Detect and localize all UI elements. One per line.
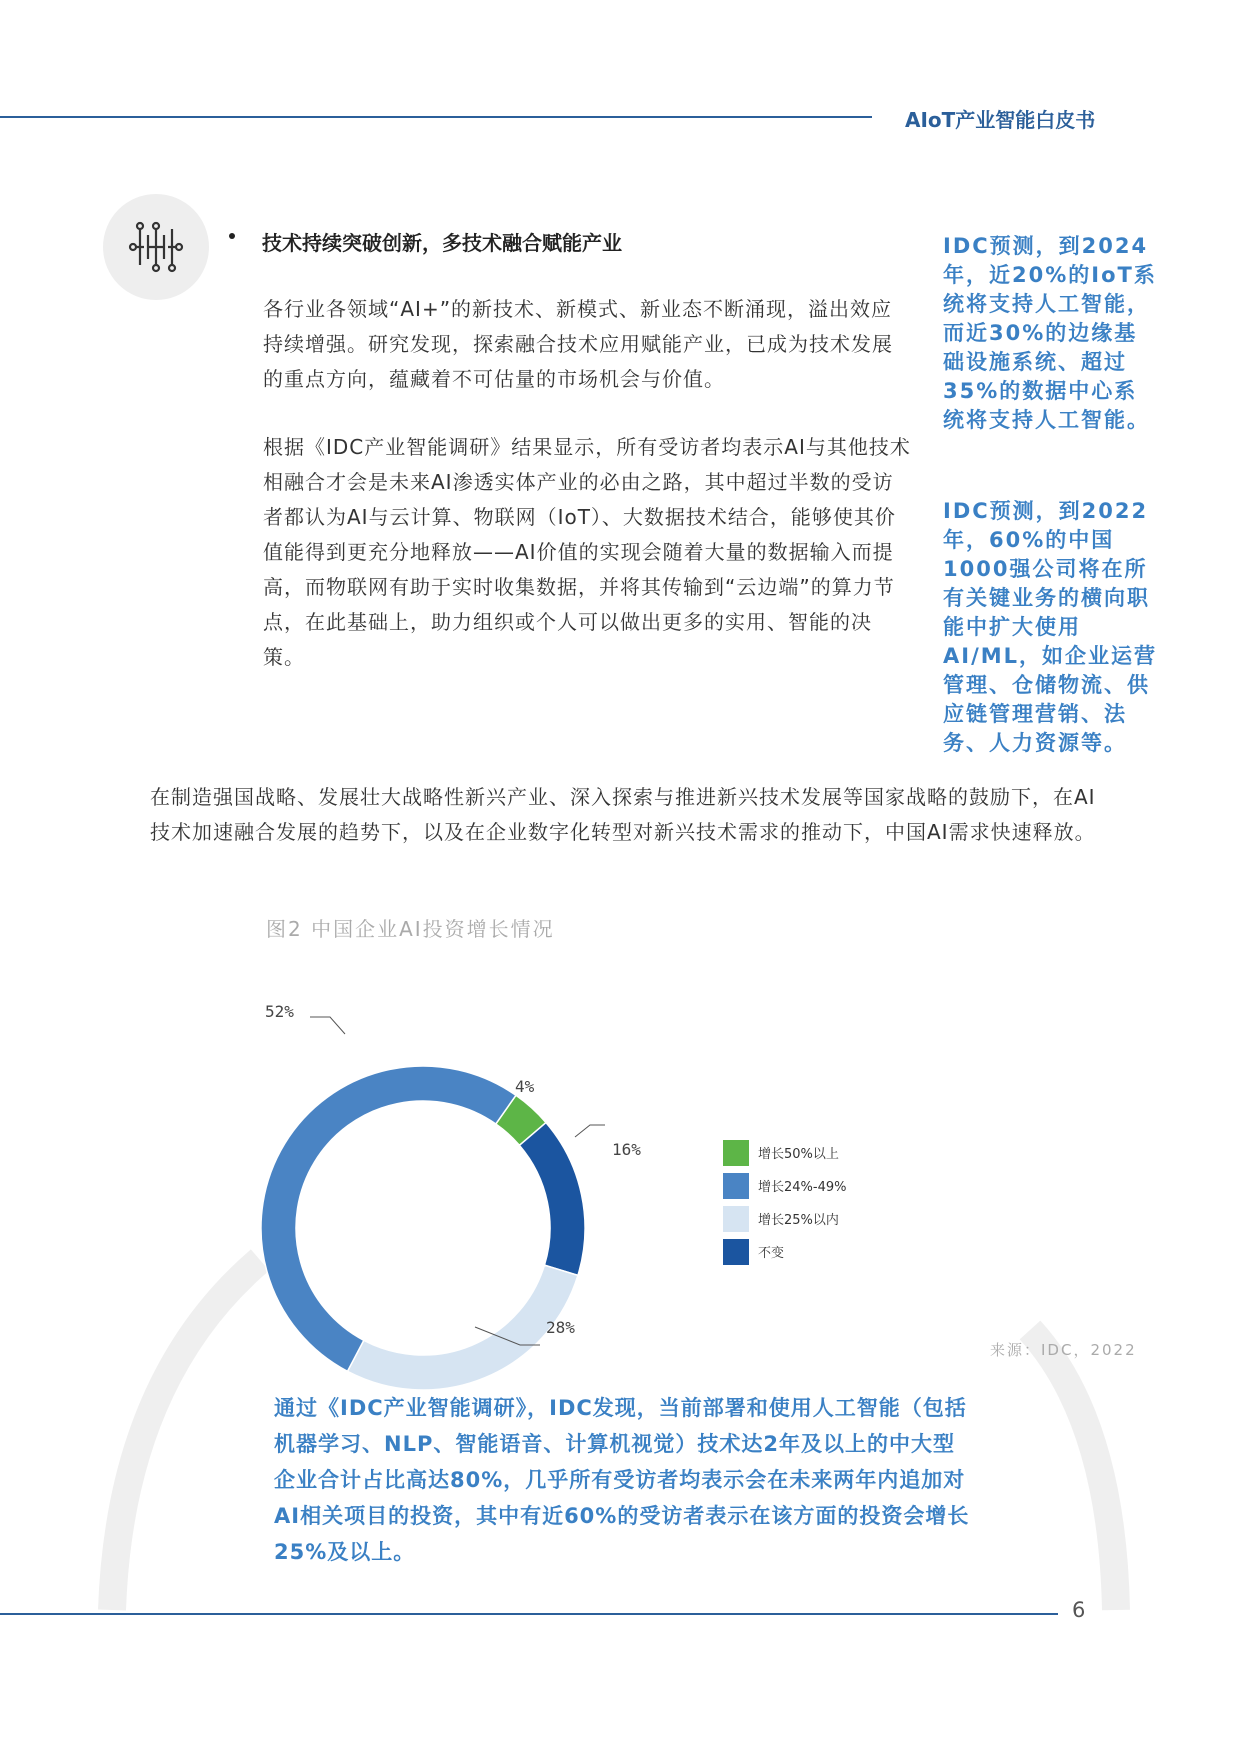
legend-label-0: 增长50%以上 bbox=[758, 1147, 839, 1162]
highlight-summary: 通过《IDC产业智能调研》，IDC发现，当前部署和使用人工智能（包括机器学习、NLP、智能语音、计算机视觉）技术达2年及以上的中大型企业合计占比高达80%，几乎所有受访者均表示会在未来两年内追加对AI相关项目的投资，其中有近60%的受访者表示在该方面的投资会增长25%及以上。 bbox=[274, 1396, 970, 1564]
page-number: 6 bbox=[1072, 1598, 1086, 1622]
decorative-arc-left bbox=[112, 1260, 260, 1610]
sidebar-callout-2024: IDC预测，到2024年，近20%的IoT系统将支持人工智能，而近30%的边缘基础设施系统、超过35%的数据中心系统将支持人工智能。 bbox=[943, 234, 1157, 432]
leader-line-52 bbox=[310, 1017, 345, 1034]
legend-swatch-1 bbox=[723, 1173, 749, 1199]
donut-slice-28 bbox=[347, 1265, 577, 1390]
slice-label-52: 52% bbox=[265, 1002, 294, 1021]
sidebar-callout-2022: IDC预测，到2022年，60%的中国1000强公司将在所有关键业务的横向职能中扩大使用AI/ML，如企业运营管理、仓储物流、供应链管理营销、法务、人力资源等。 bbox=[943, 499, 1158, 755]
donut-slice-16 bbox=[519, 1123, 585, 1276]
slice-label-4: 4% bbox=[515, 1077, 535, 1096]
figure-caption: 图2 中国企业AI投资增长情况 bbox=[266, 917, 555, 941]
legend-swatch-2 bbox=[723, 1206, 749, 1232]
paragraph-strategy: 在制造强国战略、发展壮大战略性新兴产业、深入探索与推进新兴技术发展等国家战略的鼓励下，在AI技术加速融合发展的趋势下，以及在企业数字化转型对新兴技术需求的推动下，中国AI需求快速释放。 bbox=[150, 785, 1096, 844]
legend-swatch-0 bbox=[723, 1140, 749, 1166]
footer-rule bbox=[0, 1613, 1058, 1615]
decorative-arc-right bbox=[1030, 1330, 1116, 1610]
figure-source: 来源：IDC，2022 bbox=[990, 1341, 1137, 1359]
legend-label-3: 不变 bbox=[758, 1246, 785, 1261]
paragraph-survey: 根据《IDC产业智能调研》结果显示，所有受访者均表示AI与其他技术相融合才会是未来AI渗透实体产业的必由之路，其中超过半数的受访者都认为AI与云计算、物联网（IoT）、大数据技术结合，能够使其价值能得到更充分地释放——AI价值的实现会随着大量的数据输入而提高，而物联网有助于实时收集数据，并将其传输到“云边端”的算力节点，在此基础上，助力组织或个人可以做出更多的实用、智能的决策。 bbox=[263, 435, 911, 669]
legend-swatch-3 bbox=[723, 1239, 749, 1265]
section-subheading: 技术持续突破创新，多技术融合赋能产业 bbox=[262, 231, 622, 255]
leader-line-16 bbox=[575, 1125, 605, 1137]
donut-slice-52 bbox=[261, 1066, 516, 1371]
legend-label-1: 增长24%-49% bbox=[758, 1180, 847, 1195]
document-title: AIoT产业智能白皮书 bbox=[905, 108, 1096, 132]
paragraph-intro: 各行业各领域“AI+”的新技术、新模式、新业态不断涌现，溢出效应持续增强。研究发现，探索融合技术应用赋能产业，已成为技术发展的重点方向，蕴藏着不可估量的市场机会与价值。 bbox=[263, 297, 893, 391]
slice-label-16: 16% bbox=[612, 1140, 641, 1159]
slice-label-28: 28% bbox=[546, 1318, 575, 1337]
legend-label-2: 增长25%以内 bbox=[758, 1213, 839, 1228]
